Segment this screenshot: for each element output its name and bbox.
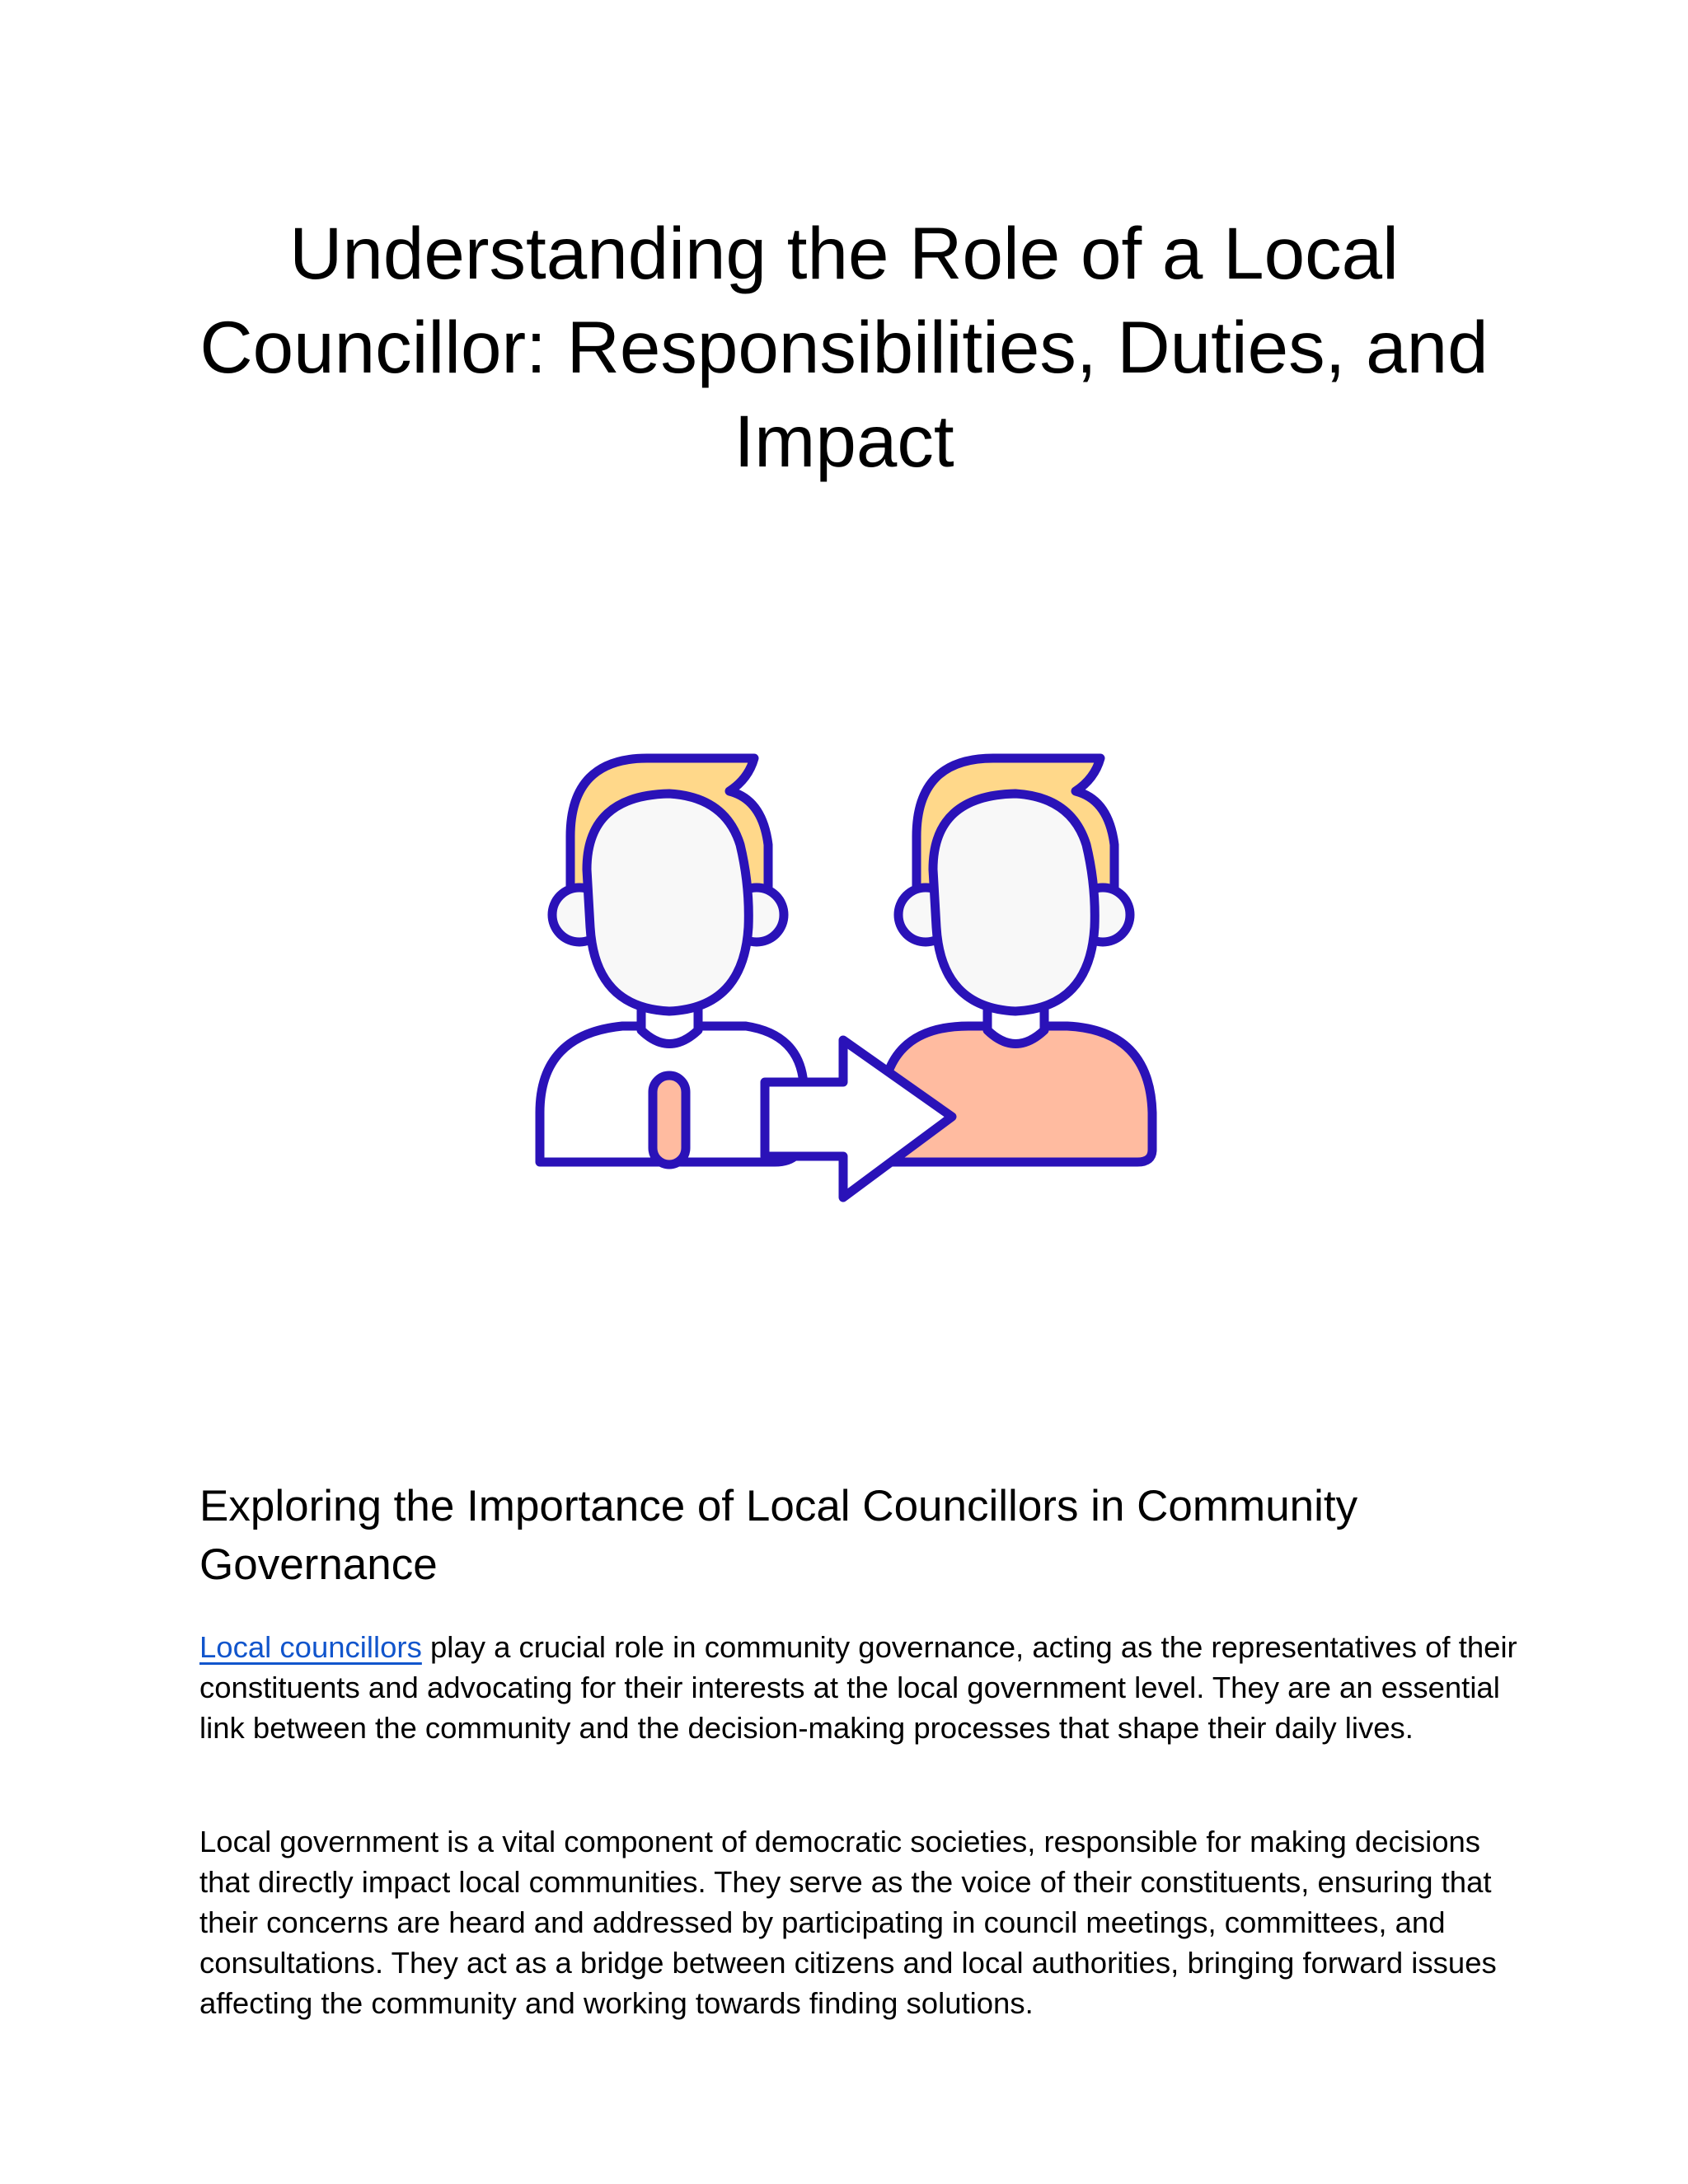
two-people-handover-icon <box>528 746 1162 1207</box>
person-right-face <box>933 794 1095 1011</box>
paragraph-1 <box>199 1627 1518 1748</box>
section-heading: Exploring the Importance of Local Councillors in Community Governance <box>199 1482 1358 1589</box>
person-left-tie <box>653 1076 686 1165</box>
local-councillors-link[interactable]: Local councillors <box>199 1630 422 1664</box>
paragraph-2: Local government is a vital component of democratic societies, responsible for making decisions that directly impact local communities. They serve as the voice of their constituents, ensuring that their concerns are heard and addressed by participating in council meetings, committees, and consultations. They act as a bridge between citizens and local authorities, bringing forward issues affecting the community and working towards finding solutions. <box>199 1825 1497 2020</box>
paragraph-1-text: play a crucial role in community governance, acting as the representatives of their constituents and advocating for their interests at the local government level. They are an essential link between the community and the decision-making processes that shape their daily lives. <box>199 1630 1517 1745</box>
document-title: Understanding the Role of a Local Councillor: Responsibilities, Duties, and Impact <box>199 212 1489 482</box>
person-left-face <box>587 794 748 1011</box>
